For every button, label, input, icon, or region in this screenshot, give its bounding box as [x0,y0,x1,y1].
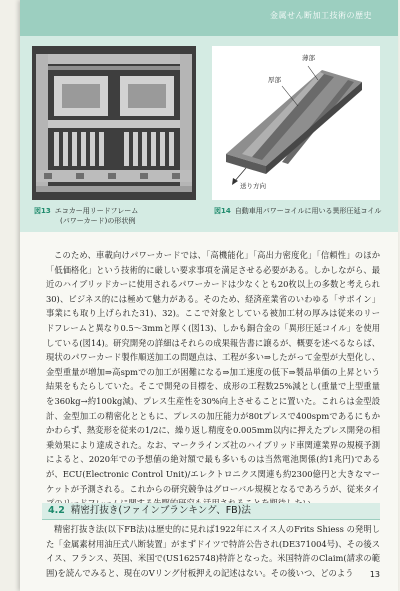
figures-panel [20,36,398,232]
lead-frame-image [32,46,196,200]
feed-direction-label: 送り方向 [240,182,266,190]
section-number: 4.2 [48,505,65,516]
header-band [20,0,398,36]
thin-part-label: 薄部 [302,54,315,62]
lead-frame-photo [32,46,196,200]
figure-13-caption-line2: (パワーカード)の形状例 [60,217,136,225]
section-heading [42,503,380,520]
section-body-text [46,522,380,580]
paragraph: 精密打抜き法(以下FB法)は歴史的に見れば1922年にスイス人のFrits Shiess の発明した「金属素材用油圧式八断装置」がまずドイツで特許公告され(DE371004号)、その後スイス、フランス、英国、米国で(US1625748)特許となった。米国特許のClaim(請求の範囲)を読んでみると、現在のVリング付板押えの記述はない。その後いつ、どのよう [46,524,380,578]
figure-14-caption [214,206,390,216]
figure-14-number: 図14 [214,207,231,215]
running-head: 金属せん断加工技術の歴史 [270,11,372,20]
page-number: 13 [369,570,380,579]
page [20,0,398,591]
paragraph: このため、車載向けパワーカードでは、「高機能化」「高出力密度化」「信頼性」のほか「低価格化」という技術的に厳しい要求事項を満足させる必要がある。しかしながら、最近のハイブリッドカーに使用されるパワーカードは少なくとも20枚以上の多数と考えられ30)、ビジネス的には極めて魅力がある。そのため、経済産業省のいわゆる「サポイン」事業にも取り上げられた31)、32)。ここで対象としている被加工材の厚みは従来のリードフレームと異なり0.5～3mmと厚く(図13)、しかも銅合金の「異形圧延コイル」を使用している(図14)。研究開発の詳細はそれらの成果報告書に譲るが、概要を述べるならば、現状のパワーカード製作順送加工の問題点は、工程が多い⇒したがって金型が大型化し、金型重量が増加⇒高spmでの加工が困難になる⇒加工速度の低下⇒製品単価の上昇という結果をもたらしていた。そこで開発の目標を、成形の工程数25%減とし(重量で上型重量を360kg→約100kg減)、プレス生産性を30%向上させることに置いた。これらは金型設計、金型加工の精密化とともに、プレスの加圧能力が80tプレスで400spmであるにもかかわらず、熱変形を従来の1/2に、繰り返し精度を0.005mm以内に押えたプレス開発の相乗効果により達成された。なお、マークラインズ社のハイブリッド車関連業界の規模予測によると、2020年での予想値の絶対額で最も多いものは当然電池関係(約1兆円)であるが、ECU(Electronic Control Unit)/エレクトロニクス関連も約2300億円と大きなマーケットが予測される。これからの研究競争はグローバル規模となるであろうが、従来タイ [46,250,380,494]
body-text [46,248,380,511]
rolled-coil-diagram [212,46,380,200]
figure-13-caption-line1: エコカー用リードフレーム [54,207,139,215]
thick-part-label: 厚部 [268,76,281,84]
figure-14-caption-text: 自動車用パワーコイルに用いる異形圧延コイル [234,207,382,215]
section-title: 精密打抜き(ファインブランキング、FB)法 [70,505,251,516]
figure-13-number: 図13 [34,207,51,215]
rolled-coil-image [212,46,380,200]
figure-13-caption [34,206,204,226]
